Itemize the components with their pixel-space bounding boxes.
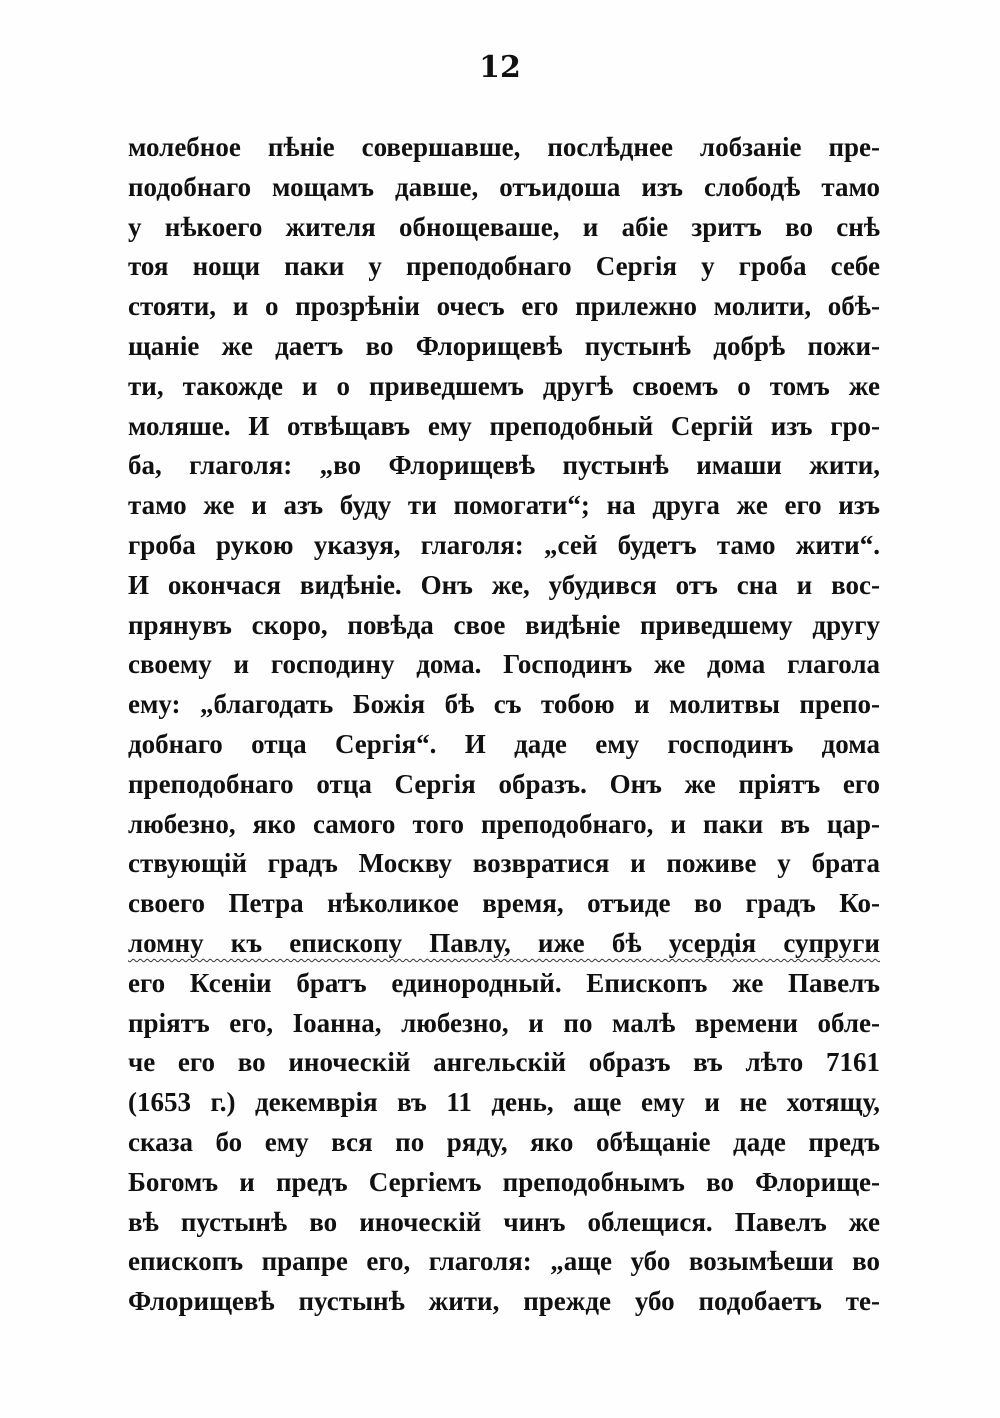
text-line: гроба рукою указуя, глаголя: „сей будетъ тамо жити“.: [128, 529, 880, 560]
text-line: любезно, яко самого того преподобнаго, и паки въ цар-: [128, 808, 880, 839]
text-line: у нѣкоего жителя обнощеваше, и абіе зритъ во снѣ: [128, 211, 880, 242]
text-line: ему: „благодать Божія бѣ съ тобою и молитвы препо-: [128, 689, 880, 720]
text-line: Флорищевѣ пустынѣ жити, прежде убо подобаетъ те-: [128, 1286, 880, 1317]
text-line: тамо же и азъ буду ти помогати“; на друга же его изъ: [128, 490, 880, 521]
text-line: щаніе же даетъ во Флорищевѣ пустынѣ добрѣ пожи-: [128, 330, 880, 361]
text-line: молебное пѣніе совершавше, послѣднее лобзаніе пре-: [128, 132, 880, 162]
text-line: вѣ пустынѣ во иноческій чинъ облещися. Павелъ же: [128, 1206, 880, 1237]
text-line: епископъ прапре его, глаголя: „аще убо возымѣеши во: [128, 1246, 880, 1277]
text-line: своему и господину дома. Господинъ же дома глагола: [128, 649, 880, 680]
text-line: стояти, и о прозрѣніи очесъ его прилежно молити, обѣ-: [128, 291, 880, 322]
text-line: Богомъ и предъ Сергіемъ преподобнымъ во Флорище-: [128, 1166, 880, 1197]
text-line: (1653 г.) декемврія въ 11 день, аще ему и не хотящу,: [128, 1087, 880, 1118]
page-number: 12: [479, 50, 521, 85]
text-line: подобнаго мощамъ давше, отъидоша изъ слободѣ тамо: [128, 171, 880, 202]
text-line: сказа бо ему вся по ряду, яко обѣщаніе даде предъ: [128, 1126, 880, 1157]
text-line-underlined: ломну къ епископу Павлу, иже бѣ усердія супруги: [128, 927, 880, 958]
text-line: И окончася видѣніе. Онъ же, убудився отъ сна и вос-: [128, 569, 880, 600]
text-line: тоя нощи паки у преподобнаго Сергія у гроба себе: [128, 251, 880, 282]
text-line: ствующій градъ Москву возвратися и поживе у брата: [128, 848, 880, 879]
text-line: добнаго отца Сергія“. И даде ему господинъ дома: [128, 728, 880, 759]
text-line: своего Петра нѣколикое время, отъиде во градъ Ко-: [128, 888, 880, 919]
text-line: пріятъ его, Іоанна, любезно, и по малѣ времени обле-: [128, 1007, 880, 1038]
text-line: моляше. И отвѣщавъ ему преподобный Сергій изъ гро-: [128, 410, 880, 441]
text-line: че его во иноческій ангельскій образъ въ лѣто 7161: [128, 1047, 880, 1078]
text-line: ба, глаголя: „во Флорищевѣ пустынѣ имаши жити,: [128, 450, 880, 481]
body-text: [128, 128, 880, 1322]
text-line: его Ксеніи братъ единородный. Епископъ же Павелъ: [128, 967, 880, 998]
text-line: прянувъ скоро, повѣда свое видѣніе приведшему другу: [128, 609, 880, 640]
text-line: ти, такожде и о приведшемъ другѣ своемъ о томъ же: [128, 370, 880, 401]
text-line: преподобнаго отца Сергія образъ. Онъ же пріятъ его: [128, 768, 880, 799]
